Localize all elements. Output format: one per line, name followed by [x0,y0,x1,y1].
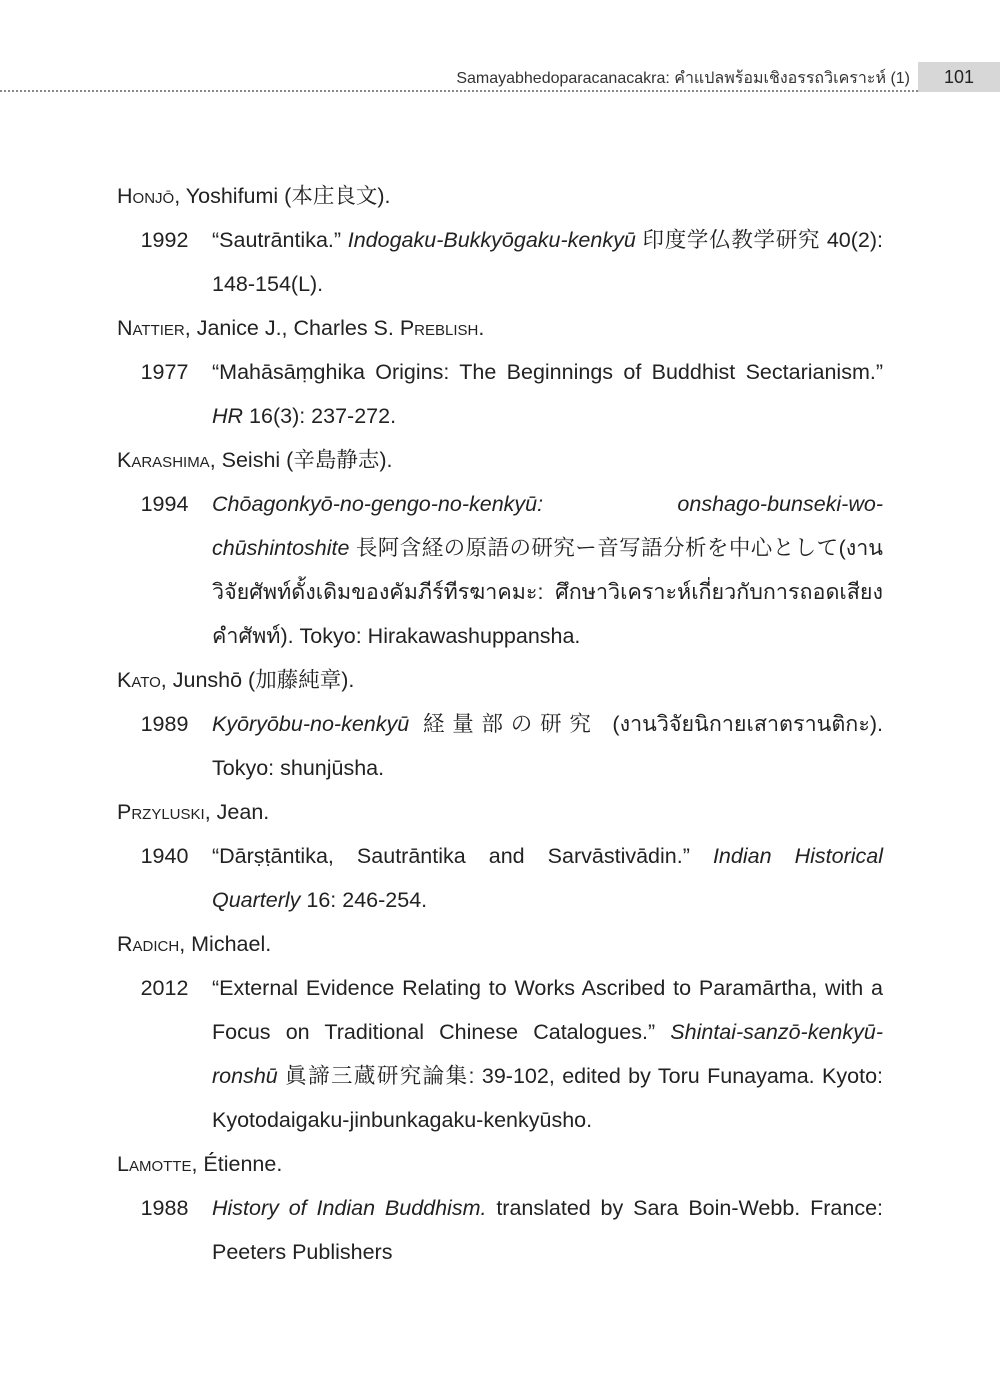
author-line: Honjō, Yoshifumi (本庄良文). [117,184,391,208]
author-line: Radich, Michael. [117,932,272,956]
reference-lamotte [117,1142,883,1274]
author-line: Karashima, Seishi (辛島静志). [117,448,393,472]
entry-year: 1977 [140,360,189,384]
page-number: 101 [918,62,1000,92]
entry-year: 1940 [140,844,189,868]
entry-citation: “Mahāsāṃghika Origins: The Beginnings of Buddhist Sectarianism.” HR 16(3): 237-272. [212,360,883,428]
reference-radich [117,922,883,1142]
reference-honjo [117,174,883,306]
reference-kato [117,658,883,790]
reference-entry [117,702,883,790]
header-dotted-rule [0,90,918,92]
reference-entry [117,1186,883,1274]
entry-year: 1989 [140,712,189,736]
reference-karashima [117,438,883,658]
reference-entry [117,350,883,438]
entry-citation: “Dārṣṭāntika, Sautrāntika and Sarvāstivādin.” Indian Historical Quarterly 16: 246-254. [212,844,883,912]
entry-year: 1994 [140,492,189,516]
entry-year: 1992 [140,228,189,252]
reference-nattier [117,306,883,438]
author-line: Nattier, Janice J., Charles S. Preblish. [117,316,485,340]
reference-entry [117,834,883,922]
entry-year: 2012 [140,976,189,1000]
entry-citation: “Sautrāntika.” Indogaku-Bukkyōgaku-kenkyū 印度学仏教学研究 40(2): 148-154(L). [212,228,883,296]
reference-entry [117,482,883,658]
entry-citation: History of Indian Buddhism. translated by Sara Boin-Webb. France: Peeters Publishers [212,1196,883,1264]
running-title: Samayabhedoparacanacakra: คำแปลพร้อมเชิงอรรถวิเคราะห์ (1) [456,70,910,87]
entry-citation: “External Evidence Relating to Works Ascribed to Paramārtha, with a Focus on Traditional Chinese Catalogues.” Shintai-sanzō-kenkyū-ronshū 眞諦三蔵研究論集: 39-102, edited by Toru Funayama. Kyoto: Kyotodaigaku-jinbunkagaku-kenkyūsho. [212,976,883,1132]
page-header [0,62,1000,94]
entry-year: 1988 [140,1196,189,1220]
reference-entry [117,966,883,1142]
author-line: Lamotte, É́tienne. [117,1152,283,1176]
entry-citation: Kyōryōbu-no-kenkyū 経量部の研究 (งานวิจัยนิกายเสาตรานติกะ). Tokyo: shunjūsha. [212,712,883,780]
reference-list [117,174,883,1274]
author-line: Kato, Junshō (加藤純章). [117,668,355,692]
author-line: Przyluski, Jean. [117,800,270,824]
reference-przyluski [117,790,883,922]
reference-entry [117,218,883,306]
entry-citation: Chōagonkyō-no-gengo-no-kenkyū: onshago-bunseki-wo-chūshintoshite 長阿含経の原語の研究ー音写語分析を中心として(งานวิจัยศัพท์ดั้งเดิมของคัมภีร์ทีรฆาคมะ: ศึกษาวิเคราะห์เกี่ยวกับการถอดเสียงคำศัพท์). Tokyo: Hirakawashuppansha. [212,492,883,648]
